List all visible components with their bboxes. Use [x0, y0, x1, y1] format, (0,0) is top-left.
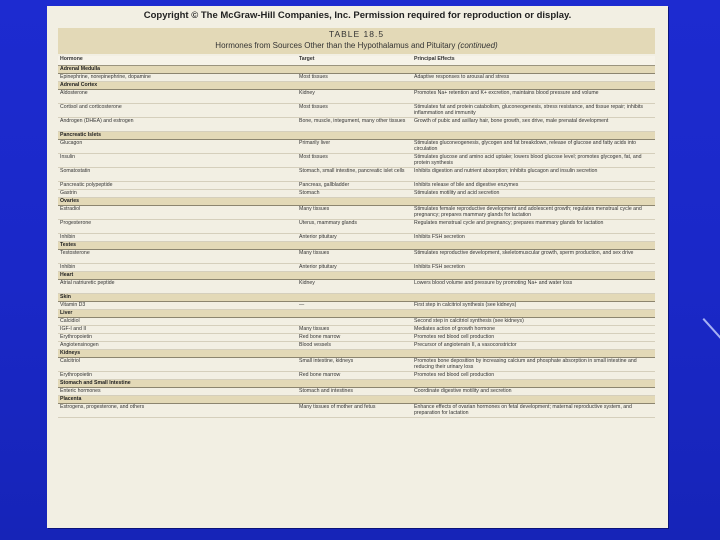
table-row — [58, 342, 655, 350]
cell-effect: Stimulates female reproductive development and adolescent growth; regulates menstrual cycle and pregnancy; prepares mammary glands for lactation — [412, 206, 655, 220]
table-row — [58, 182, 655, 190]
section-header — [58, 66, 655, 74]
cell-hormone: Erythropoietin — [58, 372, 297, 380]
cell-effect: Growth of pubic and axillary hair, bone growth, sex drive, male prenatal development — [412, 118, 655, 132]
cell-target: Many tissues of mother and fetus — [297, 404, 412, 418]
section-header — [58, 198, 655, 206]
cell-target: Stomach and intestines — [297, 388, 412, 396]
table-row — [58, 74, 655, 82]
cell-hormone: Angiotensinogen — [58, 342, 297, 350]
section-title: Placenta — [58, 396, 655, 404]
copyright-notice: Copyright © The McGraw-Hill Companies, Inc. Permission required for reproduction or display. — [143, 10, 572, 21]
section-header — [58, 350, 655, 358]
cell-hormone: Progesterone — [58, 220, 297, 234]
cell-hormone: Estrogens, progesterone, and others — [58, 404, 297, 418]
header-target: Target — [297, 56, 412, 66]
section-header — [58, 294, 655, 302]
cell-target: Many tissues — [297, 326, 412, 334]
table-row — [58, 250, 655, 264]
cell-effect: Enhance effects of ovarian hormones on fetal development; maternal reproductive system, and preparation for lactation — [412, 404, 655, 418]
cell-hormone: Testosterone — [58, 250, 297, 264]
table-row — [58, 326, 655, 334]
cell-effect: Inhibits digestion and nutrient absorption; inhibits glucagon and insulin secretion — [412, 168, 655, 182]
header-row — [58, 56, 655, 66]
section-title: Stomach and Small Intestine — [58, 380, 655, 388]
cell-effect: Regulates menstrual cycle and pregnancy; prepares mammary glands for lactation — [412, 220, 655, 234]
cell-effect: First step in calcitriol synthesis (see kidneys) — [412, 302, 655, 310]
cell-hormone: Calcitriol — [58, 358, 297, 372]
cell-effect: Promotes Na+ retention and K+ excretion, maintains blood pressure and volume — [412, 90, 655, 104]
cell-effect: Promotes bone deposition by increasing calcium and phosphate absorption in small intestine and reducing their urinary loss — [412, 358, 655, 372]
decorative-slash — [703, 318, 720, 349]
cell-target: Most tissues — [297, 154, 412, 168]
cell-target: Primarily liver — [297, 140, 412, 154]
cell-effect: Stimulates glucose and amino acid uptake; lowers blood glucose level; promotes glycogen, fat, and protein synthesis — [412, 154, 655, 168]
cell-hormone: Gastrin — [58, 190, 297, 198]
section-header — [58, 380, 655, 388]
cell-effect: Inhibits release of bile and digestive enzymes — [412, 182, 655, 190]
cell-target: — — [297, 302, 412, 310]
table-row — [58, 318, 655, 326]
cell-target: Stomach — [297, 190, 412, 198]
cell-target: Many tissues — [297, 206, 412, 220]
table-row — [58, 118, 655, 132]
cell-effect: Stimulates gluconeogenesis, glycogen and fat breakdown, release of glucose and fatty acids into circulation — [412, 140, 655, 154]
cell-target — [297, 318, 412, 326]
cell-hormone: Somatostatin — [58, 168, 297, 182]
cell-hormone: Inhibin — [58, 264, 297, 272]
cell-effect: Inhibits FSH secretion — [412, 264, 655, 272]
section-header — [58, 82, 655, 90]
cell-effect: Coordinate digestive motility and secretion — [412, 388, 655, 396]
cell-target: Most tissues — [297, 104, 412, 118]
cell-target: Many tissues — [297, 250, 412, 264]
cell-target: Kidney — [297, 90, 412, 104]
cell-effect: Precursor of angiotensin II, a vasoconstrictor — [412, 342, 655, 350]
cell-hormone: Glucagon — [58, 140, 297, 154]
table-title — [58, 40, 655, 52]
cell-effect: Stimulates fat and protein catabolism, gluconeogenesis, stress resistance, and tissue repair; inhibits inflammation and immunity — [412, 104, 655, 118]
cell-hormone: Aldosterone — [58, 90, 297, 104]
section-title: Kidneys — [58, 350, 655, 358]
table-row — [58, 334, 655, 342]
section-title: Adrenal Medulla — [58, 66, 655, 74]
cell-effect: Stimulates reproductive development, skeletomuscular growth, sperm production, and sex drive — [412, 250, 655, 264]
cell-hormone: Estradiol — [58, 206, 297, 220]
section-header — [58, 242, 655, 250]
section-header — [58, 132, 655, 140]
table-number: TABLE 18.5 — [328, 29, 385, 39]
cell-hormone: Vitamin D3 — [58, 302, 297, 310]
table-row — [58, 264, 655, 272]
section-header — [58, 310, 655, 318]
section-title: Heart — [58, 272, 655, 280]
cell-effect: Mediates action of growth hormone — [412, 326, 655, 334]
cell-target: Small intestine, kidneys — [297, 358, 412, 372]
table-row — [58, 372, 655, 380]
header-hormone: Hormone — [58, 56, 297, 66]
table-row — [58, 302, 655, 310]
cell-hormone: Atrial natriuretic peptide — [58, 280, 297, 294]
textbook-page — [47, 6, 668, 528]
cell-hormone: Enteric hormones — [58, 388, 297, 396]
cell-target: Red bone marrow — [297, 334, 412, 342]
cell-target: Kidney — [297, 280, 412, 294]
cell-hormone: Insulin — [58, 154, 297, 168]
hormone-table — [58, 56, 655, 418]
cell-hormone: Erythropoietin — [58, 334, 297, 342]
cell-effect: Second step in calcitriol synthesis (see kidneys) — [412, 318, 655, 326]
cell-target: Anterior pituitary — [297, 234, 412, 242]
table-row — [58, 404, 655, 418]
cell-target: Stomach, small intestine, pancreatic islet cells — [297, 168, 412, 182]
section-title: Ovaries — [58, 198, 655, 206]
cell-target: Bone, muscle, integument, many other tissues — [297, 118, 412, 132]
cell-effect: Lowers blood volume and pressure by promoting Na+ and water loss — [412, 280, 655, 294]
table-row — [58, 358, 655, 372]
table-row — [58, 388, 655, 396]
cell-effect: Inhibits FSH secretion — [412, 234, 655, 242]
section-header — [58, 396, 655, 404]
table-row — [58, 104, 655, 118]
cell-hormone: Androgen (DHEA) and estrogen — [58, 118, 297, 132]
cell-effect: Adaptive responses to arousal and stress — [412, 74, 655, 82]
table-body — [58, 66, 655, 418]
cell-effect: Promotes red blood cell production — [412, 372, 655, 380]
table-title-suffix: (continued) — [457, 41, 498, 50]
table-row — [58, 190, 655, 198]
section-title: Liver — [58, 310, 655, 318]
cell-target: Most tissues — [297, 74, 412, 82]
cell-hormone: Epinephrine, norepinephrine, dopamine — [58, 74, 297, 82]
section-title: Pancreatic Islets — [58, 132, 655, 140]
cell-target: Blood vessels — [297, 342, 412, 350]
table-row — [58, 206, 655, 220]
cell-effect: Stimulates motility and acid secretion — [412, 190, 655, 198]
cell-effect: Promotes red blood cell production — [412, 334, 655, 342]
section-title: Adrenal Cortex — [58, 82, 655, 90]
table-row — [58, 220, 655, 234]
table-row — [58, 168, 655, 182]
table-title-text: Hormones from Sources Other than the Hypothalamus and Pituitary — [215, 41, 456, 50]
section-title: Skin — [58, 294, 655, 302]
cell-hormone: Calcidiol — [58, 318, 297, 326]
cell-target: Red bone marrow — [297, 372, 412, 380]
cell-hormone: Cortisol and corticosterone — [58, 104, 297, 118]
table-row — [58, 90, 655, 104]
cell-target: Uterus, mammary glands — [297, 220, 412, 234]
cell-hormone: Inhibin — [58, 234, 297, 242]
table-title-bar — [58, 28, 655, 54]
table-row — [58, 280, 655, 294]
table-row — [58, 154, 655, 168]
cell-hormone: IGF-I and II — [58, 326, 297, 334]
header-effects: Principal Effects — [412, 56, 655, 66]
cell-target: Pancreas, gallbladder — [297, 182, 412, 190]
section-header — [58, 272, 655, 280]
section-title: Testes — [58, 242, 655, 250]
table-row — [58, 234, 655, 242]
table-row — [58, 140, 655, 154]
cell-hormone: Pancreatic polypeptide — [58, 182, 297, 190]
cell-target: Anterior pituitary — [297, 264, 412, 272]
